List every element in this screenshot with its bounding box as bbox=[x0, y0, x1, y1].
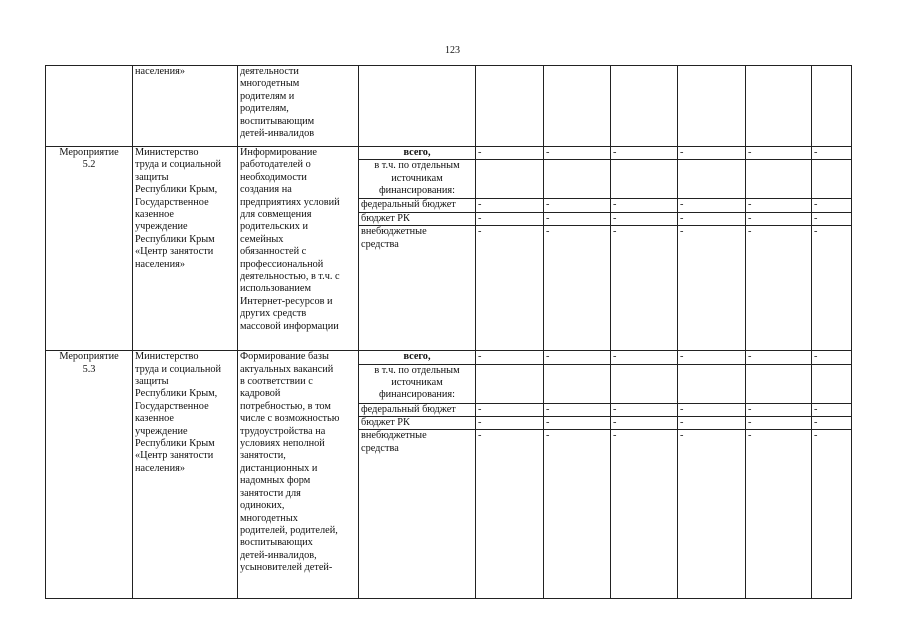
value-cell: - bbox=[678, 147, 746, 160]
value-cell bbox=[476, 66, 544, 147]
event-id-cell: Мероприятие 5.2 bbox=[46, 147, 133, 351]
value-cell: - bbox=[746, 226, 812, 351]
value-cell bbox=[746, 66, 812, 147]
value-cell: - bbox=[476, 226, 544, 351]
value-cell: - bbox=[678, 430, 746, 599]
value-cell: - bbox=[678, 199, 746, 212]
source-cell: внебюджетные средства bbox=[359, 226, 476, 351]
value-cell: - bbox=[746, 430, 812, 599]
value-cell bbox=[476, 160, 544, 199]
value-cell bbox=[544, 160, 611, 199]
value-cell: - bbox=[812, 199, 852, 212]
value-cell: - bbox=[476, 199, 544, 212]
value-cell: - bbox=[476, 403, 544, 416]
value-cell: - bbox=[678, 212, 746, 225]
value-cell bbox=[611, 160, 678, 199]
value-cell: - bbox=[476, 147, 544, 160]
source-cell bbox=[359, 66, 476, 147]
executor-cell: Министерство труда и социальной защиты Республики Крым, Государственное казенное учреждение Республики Крым «Центр занятости населения» bbox=[133, 351, 238, 599]
value-cell: - bbox=[611, 199, 678, 212]
value-cell bbox=[544, 66, 611, 147]
value-cell bbox=[678, 160, 746, 199]
value-cell bbox=[812, 364, 852, 403]
source-cell: внебюджетные средства bbox=[359, 430, 476, 599]
value-cell: - bbox=[611, 212, 678, 225]
value-cell bbox=[544, 364, 611, 403]
value-cell: - bbox=[746, 403, 812, 416]
source-cell: в т.ч. по отдельным источникам финансирования: bbox=[359, 160, 476, 199]
value-cell: - bbox=[678, 417, 746, 430]
value-cell bbox=[476, 364, 544, 403]
value-cell: - bbox=[544, 403, 611, 416]
value-cell: - bbox=[678, 351, 746, 364]
source-cell: всего, bbox=[359, 147, 476, 160]
value-cell: - bbox=[678, 403, 746, 416]
executor-cell: Министерство труда и социальной защиты Республики Крым, Государственное казенное учреждение Республики Крым «Центр занятости населения» bbox=[133, 147, 238, 351]
table-row bbox=[46, 351, 852, 364]
source-cell: федеральный бюджет bbox=[359, 199, 476, 212]
value-cell: - bbox=[544, 430, 611, 599]
table-row bbox=[46, 66, 852, 147]
executor-cell: населения» bbox=[133, 66, 238, 147]
value-cell: - bbox=[476, 351, 544, 364]
value-cell bbox=[678, 66, 746, 147]
source-cell: в т.ч. по отдельным источникам финансирования: bbox=[359, 364, 476, 403]
source-cell: федеральный бюджет bbox=[359, 403, 476, 416]
value-cell: - bbox=[611, 403, 678, 416]
value-cell: - bbox=[678, 226, 746, 351]
value-cell: - bbox=[746, 147, 812, 160]
value-cell: - bbox=[611, 226, 678, 351]
value-cell: - bbox=[476, 212, 544, 225]
value-cell bbox=[611, 364, 678, 403]
value-cell: - bbox=[611, 430, 678, 599]
content-cell: Формирование базы актуальных вакансий в соответствии с кадровой потребностью, в том числе с возможностью трудоустройства на условиях неполной занятости, дистанционных и надомных форм занятости для одиноких, многодетных родителей, родителей, воспитывающих детей-инвалидов, усыновителей детей- bbox=[238, 351, 359, 599]
event-id-cell bbox=[46, 66, 133, 147]
value-cell: - bbox=[812, 403, 852, 416]
value-cell: - bbox=[544, 147, 611, 160]
value-cell: - bbox=[746, 351, 812, 364]
value-cell: - bbox=[544, 199, 611, 212]
content-cell: деятельности многодетным родителям и родителям, воспитывающим детей-инвалидов bbox=[238, 66, 359, 147]
value-cell: - bbox=[611, 147, 678, 160]
event-id-cell: Мероприятие 5.3 bbox=[46, 351, 133, 599]
program-table bbox=[45, 65, 852, 599]
value-cell: - bbox=[544, 226, 611, 351]
value-cell: - bbox=[476, 417, 544, 430]
value-cell: - bbox=[544, 351, 611, 364]
value-cell: - bbox=[611, 417, 678, 430]
value-cell bbox=[746, 160, 812, 199]
value-cell: - bbox=[812, 212, 852, 225]
table-row bbox=[46, 147, 852, 160]
value-cell: - bbox=[812, 351, 852, 364]
value-cell bbox=[812, 160, 852, 199]
value-cell: - bbox=[812, 417, 852, 430]
source-cell: бюджет РК bbox=[359, 212, 476, 225]
value-cell: - bbox=[544, 212, 611, 225]
value-cell: - bbox=[746, 199, 812, 212]
page-number: 123 bbox=[445, 45, 460, 56]
value-cell: - bbox=[476, 430, 544, 599]
source-cell: всего, bbox=[359, 351, 476, 364]
value-cell: - bbox=[812, 430, 852, 599]
value-cell bbox=[678, 364, 746, 403]
value-cell: - bbox=[812, 226, 852, 351]
value-cell: - bbox=[812, 147, 852, 160]
value-cell bbox=[611, 66, 678, 147]
value-cell bbox=[746, 364, 812, 403]
value-cell: - bbox=[544, 417, 611, 430]
value-cell: - bbox=[611, 351, 678, 364]
content-cell: Информирование работодателей о необходимости создания на предприятиях условий для совмещения родительских и семейных обязанностей с профессиональной деятельностью, в т.ч. с использованием Интернет-ресурсов и других средств массовой информации bbox=[238, 147, 359, 351]
value-cell: - bbox=[746, 212, 812, 225]
value-cell: - bbox=[746, 417, 812, 430]
source-cell: бюджет РК bbox=[359, 417, 476, 430]
value-cell bbox=[812, 66, 852, 147]
